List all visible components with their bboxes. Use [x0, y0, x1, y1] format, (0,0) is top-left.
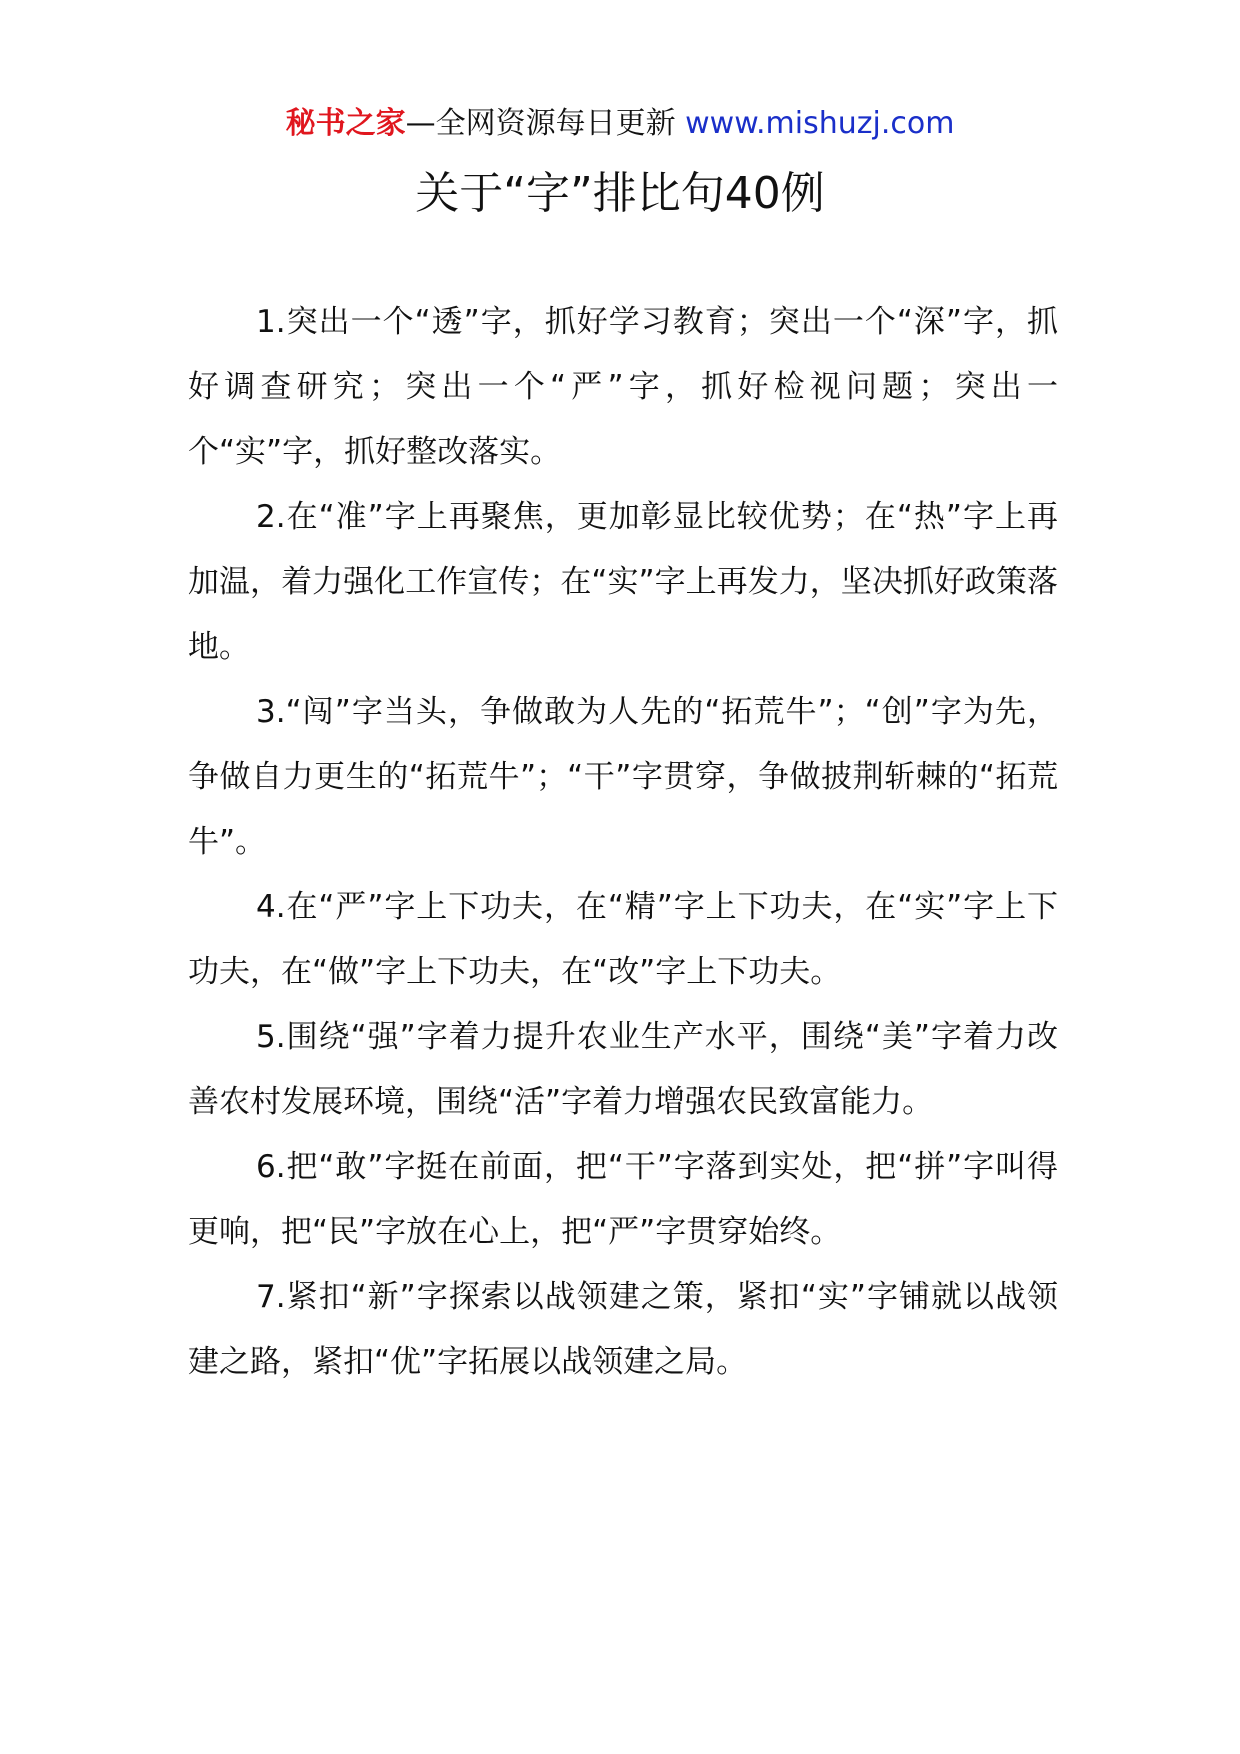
header-tagline: —全网资源每日更新 [405, 106, 676, 141]
paragraph-4: 4.在“严”字上下功夫，在“精”字上下功夫，在“实”字上下功夫，在“做”字上下功夫，在“改”字上下功夫。 [188, 889, 1058, 990]
site-header [0, 104, 1240, 144]
paragraph-1: 1.突出一个“透”字，抓好学习教育；突出一个“深”字，抓好调查研究；突出一个“严”字，抓好检视问题；突出一个“实”字，抓好整改落实。 [188, 304, 1058, 470]
paragraph-3: 3.“闯”字当头，争做敢为人先的“拓荒牛”；“创”字为先，争做自力更生的“拓荒牛”；“干”字贯穿，争做披荆斩棘的“拓荒牛”。 [188, 694, 1058, 860]
paragraph-7: 7.紧扣“新”字探索以战领建之策，紧扣“实”字铺就以战领建之路，紧扣“优”字拓展以战领建之局。 [188, 1279, 1058, 1380]
document-body [188, 290, 1058, 1395]
brand-name: 秘书之家 [285, 106, 406, 141]
paragraph-2: 2.在“准”字上再聚焦，更加彰显比较优势；在“热”字上再加温，着力强化工作宣传；在“实”字上再发力，坚决抓好政策落地。 [188, 499, 1058, 665]
document-title: 关于“字”排比句40例 [415, 168, 825, 219]
site-url-link[interactable]: www.mishuzj.com [685, 106, 955, 141]
paragraph-5: 5.围绕“强”字着力提升农业生产水平，围绕“美”字着力改善农村发展环境，围绕“活”字着力增强农民致富能力。 [188, 1019, 1058, 1120]
paragraph-6: 6.把“敢”字挺在前面，把“干”字落到实处，把“拼”字叫得更响，把“民”字放在心上，把“严”字贯穿始终。 [188, 1149, 1058, 1250]
